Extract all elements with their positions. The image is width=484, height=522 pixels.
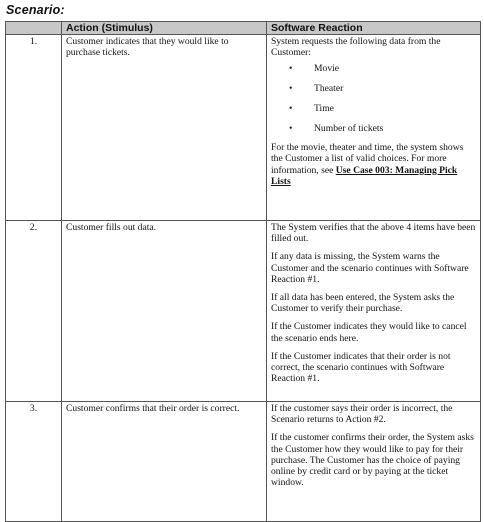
reaction-paragraph: If any data is missing, the System warns the Customer and the scenario continues with Software Reaction #1. (271, 251, 469, 285)
requested-data-list (271, 63, 476, 133)
reaction-paragraph: The System verifies that the above 4 items have been filled out. (271, 222, 476, 245)
reaction-paragraph: If the Customer indicates that their order is not correct, the scenario continues with Software Reaction #1. (271, 350, 451, 385)
list-item: • Number of tickets (289, 122, 384, 134)
reaction-cell (267, 221, 481, 402)
reaction-note (271, 142, 476, 187)
list-item: • Movie (289, 63, 340, 75)
action-column-header: Action (Stimulus) (62, 22, 267, 35)
scenario-table (5, 21, 481, 522)
action-cell: Customer indicates that they would like to purchase tickets. (62, 35, 267, 221)
number-column-header (6, 22, 62, 35)
note-text: For the movie, theater and time, the system shows the Customer a list of valid choices. For more information, see (271, 142, 464, 176)
table-row (6, 35, 481, 221)
action-cell: Customer confirms that their order is correct. (62, 402, 267, 522)
step-number: 3. (6, 402, 62, 522)
reaction-paragraph: If all data has been entered, the System asks the Customer to verify their purchase. (271, 292, 455, 315)
scenario-heading: Scenario: (6, 3, 65, 17)
reaction-paragraph: If the Customer indicates they would like to cancel the scenario ends here. (271, 321, 467, 344)
reaction-paragraph: If the customer confirms their order, the System asks the Customer how they would like to pay for their purchase. The Customer has the choice of paying online by credit card or by paying at the ticket window. (271, 432, 474, 489)
reaction-cell (267, 35, 481, 221)
bullet-icon: • (289, 122, 293, 134)
table-row (6, 402, 481, 522)
table-row (6, 221, 481, 402)
reaction-paragraph: If the customer says their order is incorrect, the Scenario returns to Action #2. (271, 403, 453, 426)
bullet-icon: • (289, 102, 293, 114)
bullet-icon: • (289, 63, 293, 75)
use-case-reference-link[interactable]: Use Case 003: Managing Pick Lists (271, 164, 458, 187)
reaction-cell (267, 402, 481, 522)
list-item: • Theater (289, 83, 344, 95)
step-number: 1. (6, 35, 62, 221)
reaction-intro: System requests the following data from the Customer: (271, 36, 441, 59)
step-number: 2. (6, 221, 62, 402)
bullet-icon: • (289, 83, 293, 95)
reaction-column-header: Software Reaction (267, 22, 481, 35)
table-header-row (6, 22, 481, 35)
action-cell: Customer fills out data. (62, 221, 267, 402)
list-item: • Time (289, 102, 334, 114)
